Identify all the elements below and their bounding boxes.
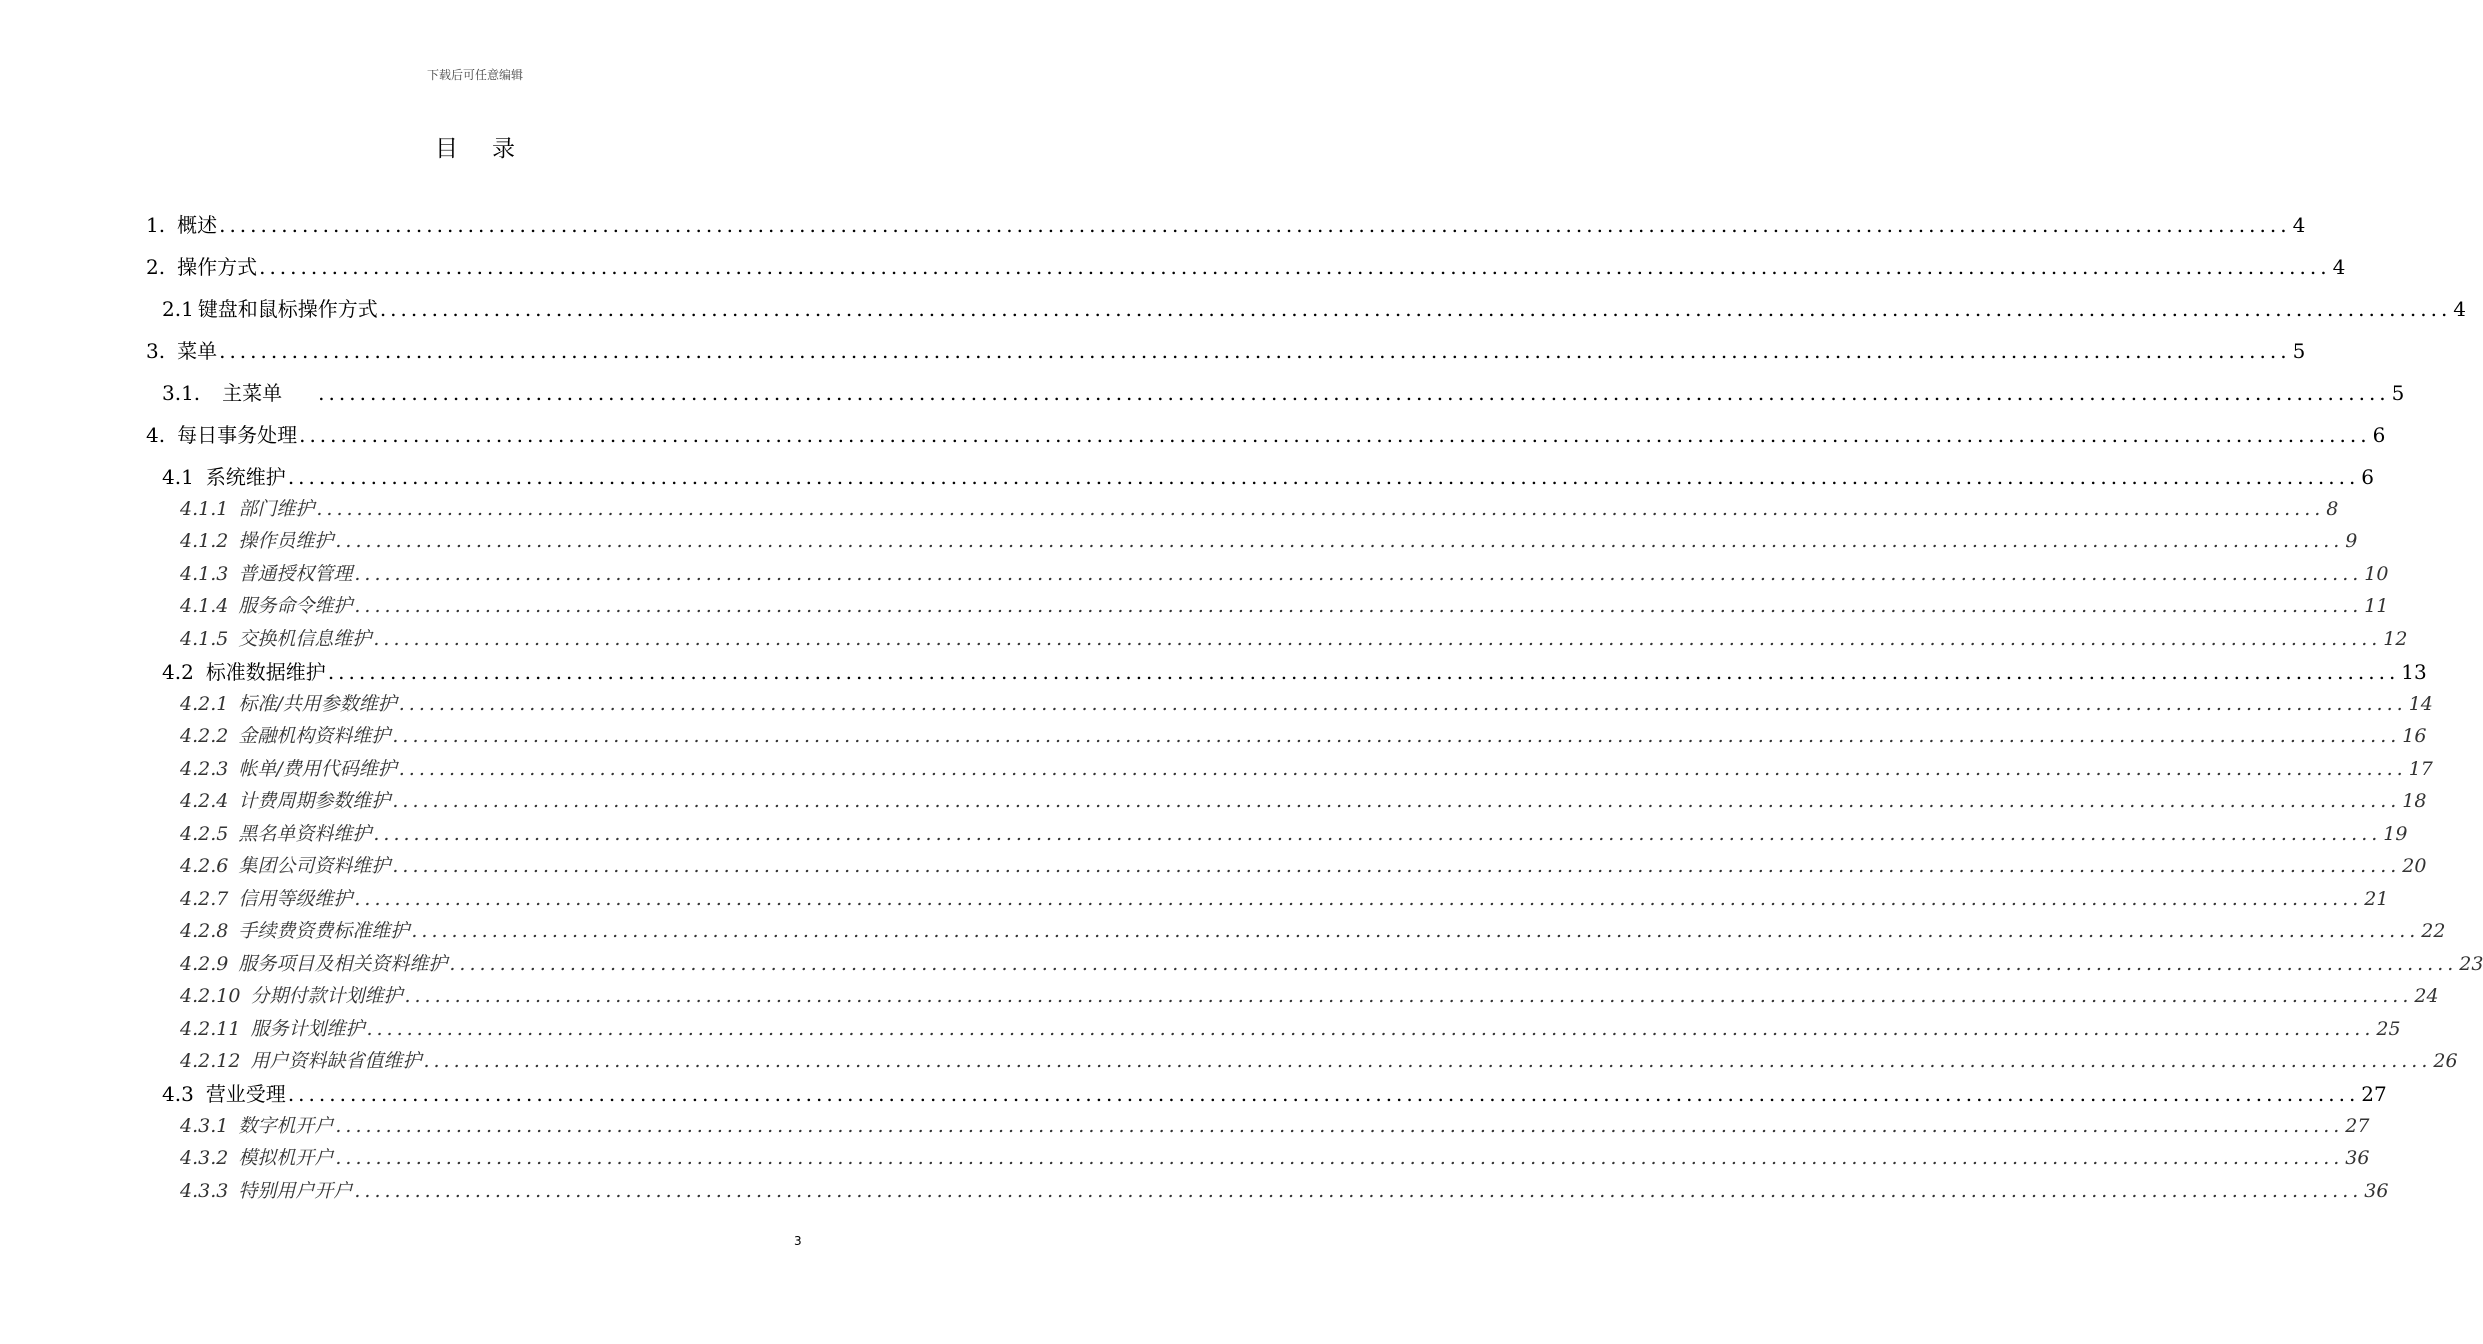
toc-entry[interactable] xyxy=(180,721,2427,748)
toc-entry-page: 14 xyxy=(2408,693,2433,715)
toc-entry-page: 27 xyxy=(2361,1082,2387,1106)
toc-leader: ........................................................................................................................................................................................................ xyxy=(373,628,2382,650)
toc-entry-page: 6 xyxy=(2372,423,2386,447)
toc-entry-title: 标准/共用参数维护 xyxy=(238,693,397,715)
toc-entry-title: 每日事务处理 xyxy=(177,423,298,447)
toc-entry-page: 23 xyxy=(2459,953,2483,975)
toc-entry[interactable] xyxy=(146,251,2346,280)
toc-entry-title: 数字机开户 xyxy=(238,1115,334,1137)
toc-entry-number: 4.1.4 xyxy=(180,595,229,617)
toc-entry-title: 主菜单 xyxy=(222,381,283,405)
toc-entry-number: 4.2.8 xyxy=(180,920,229,942)
toc-entry[interactable] xyxy=(180,1014,2401,1041)
toc-entry-number: 2.1 xyxy=(162,297,194,321)
toc-entry-number: 4.2.4 xyxy=(180,790,229,812)
toc-entry[interactable] xyxy=(180,591,2389,618)
toc-entry[interactable] xyxy=(180,1046,2458,1073)
toc-entry-title: 操作方式 xyxy=(177,255,258,279)
toc-entry[interactable] xyxy=(180,689,2433,716)
toc-entry-title: 特别用户开户 xyxy=(238,1180,353,1202)
toc-entry-title: 帐单/费用代码维护 xyxy=(238,758,397,780)
toc-entry-page: 12 xyxy=(2383,628,2408,650)
toc-entry-title: 操作员维护 xyxy=(238,530,334,552)
toc-entry-page: 24 xyxy=(2414,985,2439,1007)
toc-entry-number: 2. xyxy=(146,255,166,279)
toc-entry-title: 营业受理 xyxy=(205,1082,286,1106)
toc-entry-page: 6 xyxy=(2361,465,2375,489)
toc-entry-number: 4.2 xyxy=(162,660,194,684)
toc-leader: ........................................................................................................................................................................................................ xyxy=(318,381,2390,405)
toc-entry[interactable] xyxy=(180,786,2427,813)
toc-entry-number: 4.3.1 xyxy=(180,1115,229,1137)
toc-leader: ........................................................................................................................................................................................................ xyxy=(335,530,2344,552)
toc-entry[interactable] xyxy=(162,293,2467,322)
toc-entry-page: 10 xyxy=(2364,563,2389,585)
toc-entry-number: 3.1. xyxy=(162,381,201,405)
toc-leader: ........................................................................................................................................................................................................ xyxy=(398,693,2407,715)
toc-entry-page: 5 xyxy=(2292,339,2306,363)
toc-entry[interactable] xyxy=(146,419,2386,448)
toc-entry-number: 4.2.3 xyxy=(180,758,229,780)
toc-entry-page: 36 xyxy=(2364,1180,2389,1202)
toc-entry-number: 4.3 xyxy=(162,1082,194,1106)
toc-entry-number: 4.1 xyxy=(162,465,194,489)
toc-entry-page: 13 xyxy=(2401,660,2427,684)
toc-entry[interactable] xyxy=(162,377,2405,406)
toc-leader: ........................................................................................................................................................................................................ xyxy=(366,1018,2375,1040)
toc-entry-title: 系统维护 xyxy=(205,465,286,489)
toc-entry-number: 4.2.7 xyxy=(180,888,229,910)
toc-entry[interactable] xyxy=(146,335,2306,364)
toc-entry[interactable] xyxy=(180,754,2433,781)
toc-leader: ........................................................................................................................................................................................................ xyxy=(379,297,2452,321)
toc-entry-number: 1. xyxy=(146,213,166,237)
toc-entry-number: 4. xyxy=(146,423,166,447)
toc-entry-title: 标准数据维护 xyxy=(205,660,326,684)
toc-entry-page: 27 xyxy=(2345,1115,2370,1137)
toc-entry-title: 信用等级维护 xyxy=(238,888,353,910)
toc-entry-page: 4 xyxy=(2332,255,2346,279)
toc-entry-number: 4.1.5 xyxy=(180,628,229,650)
toc-entry-title: 模拟机开户 xyxy=(238,1147,334,1169)
toc-entry-title: 键盘和鼠标操作方式 xyxy=(197,297,378,321)
toc-leader: ........................................................................................................................................................................................................ xyxy=(327,660,2400,684)
toc-leader: ........................................................................................................................................................................................................ xyxy=(219,213,2291,237)
toc-entry-title: 交换机信息维护 xyxy=(238,628,372,650)
toc-entry-page: 21 xyxy=(2364,888,2389,910)
page-number: 3 xyxy=(794,1234,802,1248)
toc-entry-page: 17 xyxy=(2408,758,2433,780)
toc-entry-title: 分期付款计划维护 xyxy=(250,985,403,1007)
toc-entry[interactable] xyxy=(180,494,2339,521)
toc-entry-number: 4.3.3 xyxy=(180,1180,229,1202)
toc-entry[interactable] xyxy=(180,1143,2370,1170)
toc-entry-title: 部门维护 xyxy=(238,498,315,520)
toc-entry-title: 用户资料缺省值维护 xyxy=(250,1050,422,1072)
toc-entry-page: 19 xyxy=(2383,823,2408,845)
toc-entry[interactable] xyxy=(180,559,2389,586)
toc-leader: ........................................................................................................................................................................................................ xyxy=(259,255,2331,279)
toc-entry[interactable] xyxy=(180,851,2427,878)
toc-leader: ........................................................................................................................................................................................................ xyxy=(299,423,2371,447)
toc-entry-page: 20 xyxy=(2402,855,2427,877)
toc-entry[interactable] xyxy=(180,624,2408,651)
toc-leader: ........................................................................................................................................................................................................ xyxy=(219,339,2291,363)
toc-entry-title: 普通授权管理 xyxy=(238,563,353,585)
toc-leader: ........................................................................................................................................................................................................ xyxy=(392,790,2401,812)
toc-leader: ........................................................................................................................................................................................................ xyxy=(287,1082,2360,1106)
toc-entry-page: 22 xyxy=(2421,920,2446,942)
toc-entry[interactable] xyxy=(180,949,2483,976)
toc-entry-number: 4.2.10 xyxy=(180,985,241,1007)
toc-leader: ........................................................................................................................................................................................................ xyxy=(335,1115,2344,1137)
toc-leader: ........................................................................................................................................................................................................ xyxy=(373,823,2382,845)
toc-entry-number: 4.1.1 xyxy=(180,498,229,520)
toc-leader: ........................................................................................................................................................................................................ xyxy=(392,725,2401,747)
toc-leader: ........................................................................................................................................................................................................ xyxy=(423,1050,2432,1072)
toc-entry[interactable] xyxy=(180,884,2389,911)
toc-entry-page: 4 xyxy=(2453,297,2467,321)
toc-leader: ........................................................................................................................................................................................................ xyxy=(354,888,2363,910)
toc-entry-title: 服务命令维护 xyxy=(238,595,353,617)
toc-entry[interactable] xyxy=(180,526,2358,553)
toc-entry[interactable] xyxy=(162,461,2375,490)
toc-entry[interactable] xyxy=(146,209,2306,238)
toc-leader: ........................................................................................................................................................................................................ xyxy=(398,758,2407,780)
toc-entry-number: 4.2.6 xyxy=(180,855,229,877)
toc-entry-number: 4.1.3 xyxy=(180,563,229,585)
toc-entry-number: 4.2.5 xyxy=(180,823,229,845)
toc-entry-title: 服务计划维护 xyxy=(250,1018,365,1040)
toc-entry[interactable] xyxy=(162,1078,2387,1107)
toc-entry-page: 25 xyxy=(2376,1018,2401,1040)
page-header: 下载后可任意编辑 xyxy=(426,68,523,82)
toc-entry-title: 计费周期参数维护 xyxy=(238,790,391,812)
toc-entry[interactable] xyxy=(162,656,2427,685)
toc-entry-page: 9 xyxy=(2345,530,2358,552)
toc-entry-page: 26 xyxy=(2433,1050,2458,1072)
toc-entry-number: 4.2.2 xyxy=(180,725,229,747)
toc-entry-title: 概述 xyxy=(177,213,218,237)
toc-entry-title: 黑名单资料维护 xyxy=(238,823,372,845)
toc-leader: ........................................................................................................................................................................................................ xyxy=(354,595,2363,617)
toc-entry-page: 18 xyxy=(2402,790,2427,812)
toc-entry[interactable] xyxy=(180,916,2446,943)
toc-entry[interactable] xyxy=(180,1111,2370,1138)
toc-entry-number: 4.2.1 xyxy=(180,693,229,715)
toc-entry-number: 4.2.11 xyxy=(180,1018,241,1040)
toc-entry[interactable] xyxy=(180,981,2439,1008)
toc-entry-number: 4.3.2 xyxy=(180,1147,229,1169)
toc-entry-page: 8 xyxy=(2326,498,2339,520)
toc-entry[interactable] xyxy=(180,1176,2389,1203)
page-title: 目录 xyxy=(435,136,549,162)
toc-entry-number: 4.1.2 xyxy=(180,530,229,552)
toc-leader: ........................................................................................................................................................................................................ xyxy=(316,498,2325,520)
toc-leader: ........................................................................................................................................................................................................ xyxy=(335,1147,2344,1169)
toc-leader: ........................................................................................................................................................................................................ xyxy=(392,855,2401,877)
toc-entry-number: 4.2.9 xyxy=(180,953,229,975)
toc-entry-title: 菜单 xyxy=(177,339,218,363)
toc-entry[interactable] xyxy=(180,819,2408,846)
toc-entry-page: 4 xyxy=(2292,213,2306,237)
toc-leader: ........................................................................................................................................................................................................ xyxy=(411,920,2420,942)
toc-entry-page: 5 xyxy=(2391,381,2405,405)
toc-entry-number: 3. xyxy=(146,339,166,363)
toc-entry-page: 11 xyxy=(2364,595,2389,617)
toc-entry-title: 手续费资费标准维护 xyxy=(238,920,410,942)
toc-entry-title: 金融机构资料维护 xyxy=(238,725,391,747)
toc-leader: ........................................................................................................................................................................................................ xyxy=(404,985,2413,1007)
toc-leader: ........................................................................................................................................................................................................ xyxy=(449,953,2458,975)
toc-leader: ........................................................................................................................................................................................................ xyxy=(287,465,2360,489)
toc-leader: ........................................................................................................................................................................................................ xyxy=(354,563,2363,585)
toc-entry-title: 服务项目及相关资料维护 xyxy=(238,953,448,975)
toc-entry-number: 4.2.12 xyxy=(180,1050,241,1072)
toc-leader: ........................................................................................................................................................................................................ xyxy=(354,1180,2363,1202)
toc-entry-page: 16 xyxy=(2402,725,2427,747)
toc-entry-page: 36 xyxy=(2345,1147,2370,1169)
toc-entry-title: 集团公司资料维护 xyxy=(238,855,391,877)
